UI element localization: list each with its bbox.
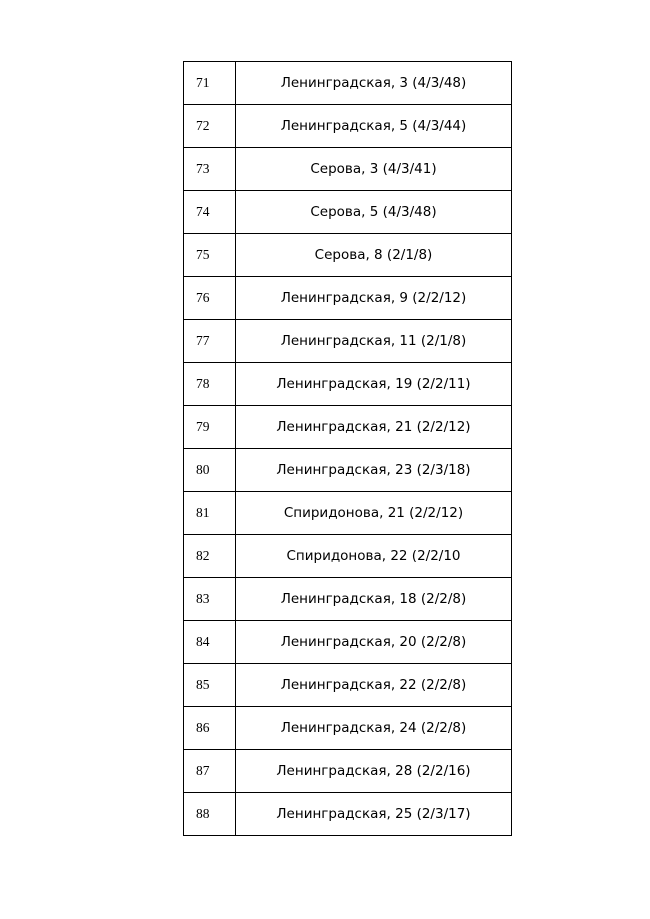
table-row	[184, 191, 512, 234]
row-number: 83	[184, 578, 236, 621]
table-row	[184, 277, 512, 320]
row-address: Ленинградская, 9 (2/2/12)	[236, 277, 512, 320]
row-number: 71	[184, 62, 236, 105]
row-number: 75	[184, 234, 236, 277]
row-address: Ленинградская, 25 (2/3/17)	[236, 793, 512, 836]
row-number: 77	[184, 320, 236, 363]
row-number: 85	[184, 664, 236, 707]
table-row	[184, 62, 512, 105]
table-row	[184, 363, 512, 406]
table-row	[184, 578, 512, 621]
table-row	[184, 535, 512, 578]
row-address: Серова, 8 (2/1/8)	[236, 234, 512, 277]
row-number: 82	[184, 535, 236, 578]
row-number: 88	[184, 793, 236, 836]
table-row	[184, 148, 512, 191]
row-address: Ленинградская, 5 (4/3/44)	[236, 105, 512, 148]
address-table-body	[184, 62, 512, 836]
row-address: Спиридонова, 21 (2/2/12)	[236, 492, 512, 535]
table-row	[184, 707, 512, 750]
table-row	[184, 750, 512, 793]
row-address: Спиридонова, 22 (2/2/10	[236, 535, 512, 578]
table-row	[184, 664, 512, 707]
row-address: Ленинградская, 24 (2/2/8)	[236, 707, 512, 750]
row-number: 81	[184, 492, 236, 535]
table-row	[184, 492, 512, 535]
row-address: Ленинградская, 19 (2/2/11)	[236, 363, 512, 406]
row-number: 78	[184, 363, 236, 406]
row-address: Серова, 3 (4/3/41)	[236, 148, 512, 191]
row-address: Серова, 5 (4/3/48)	[236, 191, 512, 234]
row-number: 72	[184, 105, 236, 148]
row-address: Ленинградская, 22 (2/2/8)	[236, 664, 512, 707]
row-number: 80	[184, 449, 236, 492]
row-number: 79	[184, 406, 236, 449]
row-address: Ленинградская, 21 (2/2/12)	[236, 406, 512, 449]
row-address: Ленинградская, 20 (2/2/8)	[236, 621, 512, 664]
row-address: Ленинградская, 23 (2/3/18)	[236, 449, 512, 492]
table-row	[184, 320, 512, 363]
table-row	[184, 105, 512, 148]
table-row	[184, 406, 512, 449]
row-address: Ленинградская, 18 (2/2/8)	[236, 578, 512, 621]
row-number: 87	[184, 750, 236, 793]
row-number: 84	[184, 621, 236, 664]
table-row	[184, 449, 512, 492]
row-number: 73	[184, 148, 236, 191]
row-number: 86	[184, 707, 236, 750]
row-address: Ленинградская, 3 (4/3/48)	[236, 62, 512, 105]
row-number: 74	[184, 191, 236, 234]
table-row	[184, 621, 512, 664]
table-row	[184, 234, 512, 277]
table-row	[184, 793, 512, 836]
row-address: Ленинградская, 11 (2/1/8)	[236, 320, 512, 363]
row-number: 76	[184, 277, 236, 320]
row-address: Ленинградская, 28 (2/2/16)	[236, 750, 512, 793]
address-table	[183, 61, 512, 836]
